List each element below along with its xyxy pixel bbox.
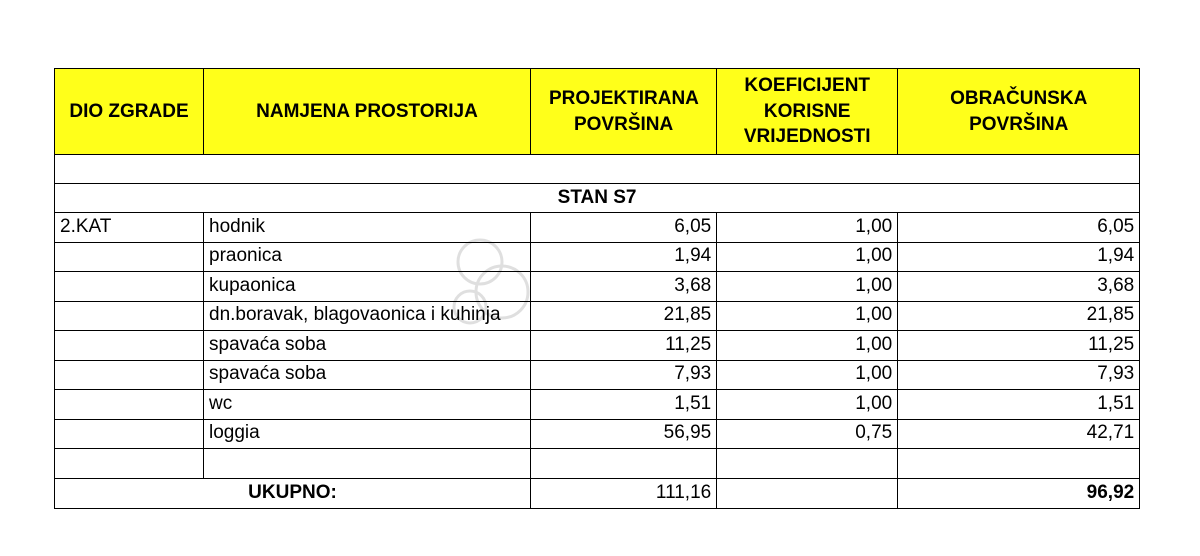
area-cell: 1,94 — [531, 242, 717, 272]
table-row — [55, 419, 1140, 449]
area-cell: 11,25 — [531, 331, 717, 361]
total-calc: 96,92 — [898, 478, 1140, 508]
coef-cell: 1,00 — [717, 390, 898, 420]
room-cell: praonica — [204, 242, 531, 272]
header-projektirana-povrsina: PROJEKTIRANA POVRŠINA — [531, 69, 717, 155]
empty-row — [55, 449, 1140, 479]
floor-cell — [55, 419, 204, 449]
table-row — [55, 242, 1140, 272]
coef-cell — [717, 449, 898, 479]
total-coef-empty — [717, 478, 898, 508]
floor-cell — [55, 301, 204, 331]
total-label: UKUPNO: — [55, 478, 531, 508]
coef-cell: 0,75 — [717, 419, 898, 449]
table-row — [55, 360, 1140, 390]
area-cell: 21,85 — [531, 301, 717, 331]
calc-cell — [898, 449, 1140, 479]
floor-cell — [55, 242, 204, 272]
calc-cell: 1,94 — [898, 242, 1140, 272]
room-cell: loggia — [204, 419, 531, 449]
table-row — [55, 390, 1140, 420]
calc-cell: 1,51 — [898, 390, 1140, 420]
area-cell: 6,05 — [531, 213, 717, 243]
spacer-cell — [55, 155, 1140, 184]
area-table-sheet — [54, 68, 1140, 509]
table-row — [55, 301, 1140, 331]
area-table — [54, 68, 1140, 509]
coef-cell: 1,00 — [717, 242, 898, 272]
coef-cell: 1,00 — [717, 360, 898, 390]
room-cell: wc — [204, 390, 531, 420]
room-cell: spavaća soba — [204, 331, 531, 361]
room-cell: dn.boravak, blagovaonica i kuhinja — [204, 301, 531, 331]
area-cell: 7,93 — [531, 360, 717, 390]
table-row — [55, 213, 1140, 243]
room-cell: kupaonica — [204, 272, 531, 302]
section-row — [55, 184, 1140, 213]
coef-cell: 1,00 — [717, 272, 898, 302]
spacer-row — [55, 155, 1140, 184]
header-dio-zgrade: DIO ZGRADE — [55, 69, 204, 155]
coef-cell: 1,00 — [717, 301, 898, 331]
area-cell: 3,68 — [531, 272, 717, 302]
coef-cell: 1,00 — [717, 213, 898, 243]
room-cell: hodnik — [204, 213, 531, 243]
area-cell — [531, 449, 717, 479]
area-cell: 56,95 — [531, 419, 717, 449]
calc-cell: 3,68 — [898, 272, 1140, 302]
calc-cell: 7,93 — [898, 360, 1140, 390]
floor-cell — [55, 449, 204, 479]
total-area: 111,16 — [531, 478, 717, 508]
calc-cell: 21,85 — [898, 301, 1140, 331]
calc-cell: 42,71 — [898, 419, 1140, 449]
calc-cell: 11,25 — [898, 331, 1140, 361]
header-row — [55, 69, 1140, 155]
area-cell: 1,51 — [531, 390, 717, 420]
room-cell — [204, 449, 531, 479]
floor-cell: 2.KAT — [55, 213, 204, 243]
calc-cell: 6,05 — [898, 213, 1140, 243]
table-row — [55, 331, 1140, 361]
total-row — [55, 478, 1140, 508]
table-row — [55, 272, 1140, 302]
coef-cell: 1,00 — [717, 331, 898, 361]
section-title: STAN S7 — [55, 184, 1140, 213]
floor-cell — [55, 390, 204, 420]
header-koeficijent: KOEFICIJENT KORISNE VRIJEDNOSTI — [717, 69, 898, 155]
room-cell: spavaća soba — [204, 360, 531, 390]
floor-cell — [55, 331, 204, 361]
floor-cell — [55, 272, 204, 302]
header-namjena-prostorija: NAMJENA PROSTORIJA — [204, 69, 531, 155]
floor-cell — [55, 360, 204, 390]
header-obracunska-povrsina: OBRAČUNSKA POVRŠINA — [898, 69, 1140, 155]
